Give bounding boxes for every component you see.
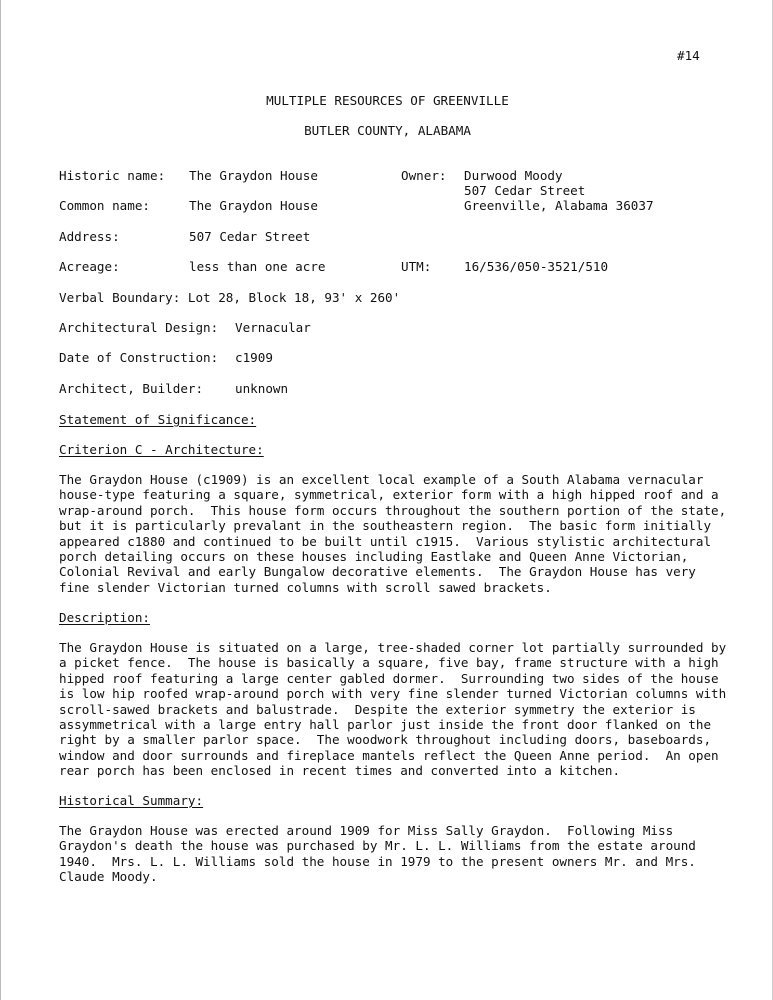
text-line: hipped roof featuring a large center gabled dormer. Surrounding two sides of the house <box>59 670 719 686</box>
description-heading: Description: <box>59 610 150 625</box>
text-line: wrap-around porch. This house form occurs throughout the southern portion of the state, <box>59 502 727 518</box>
history-heading: Historical Summary: <box>59 793 204 808</box>
text-line: rear porch has been enclosed in recent times and converted into a kitchen. <box>59 763 621 779</box>
utm-value: 16/536/050-3521/510 <box>464 259 609 274</box>
date-value: c1909 <box>235 350 273 365</box>
significance-heading: Statement of Significance: <box>59 412 257 427</box>
acreage-value: less than one acre <box>189 259 326 274</box>
common-name-value: The Graydon House <box>189 198 318 213</box>
page-number: #14 <box>677 48 700 63</box>
text-line: The Graydon House is situated on a large, tree-shaded corner lot partially surrounded by <box>59 640 727 655</box>
text-line: house-type featuring a square, symmetrical, exterior form with a high hipped roof and a <box>59 487 719 503</box>
text-line: a picket fence. The house is basically a square, five bay, frame structure with a high <box>59 655 719 671</box>
owner-label: Owner: <box>401 168 447 183</box>
criterion-paragraph <box>59 472 739 595</box>
text-line: 1940. Mrs. L. L. Williams sold the house in 1979 to the present owners Mr. and Mrs. <box>59 853 696 869</box>
text-line: but it is particularly prevalant in the southeastern region. The basic form initially <box>59 518 712 534</box>
architect-value: unknown <box>235 381 289 396</box>
text-line: assymmetrical with a large entry hall parlor just inside the front door flanked on the <box>59 717 712 733</box>
text-line: porch detailing occurs on these houses including Eastlake and Queen Anne Victorian, <box>59 549 689 565</box>
address-label: Address: <box>59 229 120 244</box>
historic-name-label: Historic name: <box>59 168 166 183</box>
history-paragraph <box>59 823 739 885</box>
common-name-label: Common name: <box>59 198 150 213</box>
date-label: Date of Construction: <box>59 350 219 365</box>
acreage-label: Acreage: <box>59 259 120 274</box>
text-line: is low hip roofed wrap-around porch with very fine slender turned Victorian columns with <box>59 686 727 702</box>
header-title: MULTIPLE RESOURCES OF GREENVILLE <box>266 93 509 108</box>
text-line: Claude Moody. <box>59 869 158 885</box>
architect-label: Architect, Builder: <box>59 381 204 396</box>
text-line: appeared c1880 and continued to be built until c1915. Various stylistic architectural <box>59 533 712 549</box>
owner-name: Durwood Moody <box>464 168 563 183</box>
utm-label: UTM: <box>401 259 432 274</box>
historic-name-value: The Graydon House <box>189 168 318 183</box>
text-line: The Graydon House was erected around 1909 for Miss Sally Graydon. Following Miss <box>59 823 674 838</box>
verbal-boundary: Verbal Boundary: Lot 28, Block 18, 93' x 260' <box>59 290 401 305</box>
text-line: Graydon's death the house was purchased by Mr. L. L. Williams from the estate around <box>59 838 696 854</box>
text-line: fine slender Victorian turned columns with scroll sawed brackets. <box>59 579 552 595</box>
arch-design-value: Vernacular <box>235 320 311 335</box>
owner-street: 507 Cedar Street <box>464 183 586 198</box>
address-value: 507 Cedar Street <box>189 229 311 244</box>
text-line: Colonial Revival and early Bungalow decorative elements. The Graydon House has very <box>59 564 696 580</box>
text-line: right by a smaller parlor space. The woodwork throughout including doors, baseboards, <box>59 732 712 748</box>
criterion-heading: Criterion C - Architecture: <box>59 442 264 457</box>
text-line: window and door surrounds and fireplace mantels reflect the Queen Anne period. An open <box>59 747 719 763</box>
description-paragraph <box>59 640 739 779</box>
text-line: The Graydon House (c1909) is an excellent local example of a South Alabama vernacular <box>59 472 704 487</box>
owner-city: Greenville, Alabama 36037 <box>464 198 654 213</box>
header-county: BUTLER COUNTY, ALABAMA <box>304 123 471 138</box>
arch-design-label: Architectural Design: <box>59 320 219 335</box>
text-line: scroll-sawed brackets and balustrade. Despite the exterior symmetry the exterior is <box>59 701 696 717</box>
